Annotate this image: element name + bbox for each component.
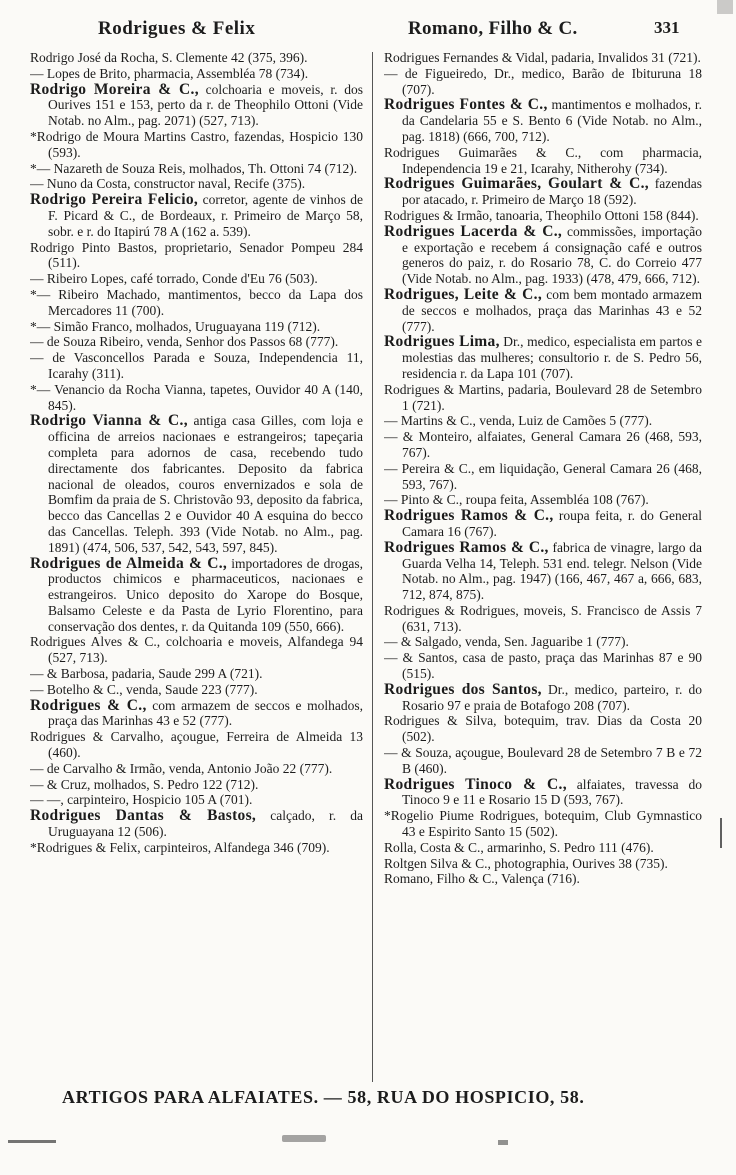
entry-text: — Ribeiro Machado, mantimentos, becco da Lapa dos Mercadores 11 (700).: [36, 286, 363, 318]
directory-entry: [384, 208, 702, 224]
directory-entry: [384, 97, 702, 144]
entry-text: — & Barbosa, padaria, Saude 299 A (721).: [30, 666, 263, 682]
directory-entry: [384, 492, 702, 508]
entry-text: Romano, Filho & C., Valença (716).: [384, 871, 580, 887]
directory-entry: [384, 603, 702, 635]
entry-text: com bem montado armazem de seccos e molhados, praça das Marinhas 43 e 52 (777).: [402, 286, 702, 334]
entry-text: Roltgen Silva & C., photographia, Ourives 38 (735).: [384, 855, 668, 871]
entry-text: — de Figueiredo, Dr., medico, Barão de Ibituruna 18 (707).: [384, 65, 702, 97]
directory-entry: [384, 745, 702, 777]
entry-text: Rogelio Piume Rodrigues, botequim, Club Gymnastico 43 e Espirito Santo 15 (502).: [390, 808, 702, 840]
directory-entry: [30, 350, 363, 382]
entry-text: Dr., medico, especialista em partos e molestias das mulheres; consultorio r. de S. Pedro 56, residencia r. da Lapa 101 (707).: [402, 334, 702, 381]
directory-entry: [30, 66, 363, 82]
entry-text: — & Cruz, molhados, S. Pedro 122 (712).: [30, 776, 259, 792]
entry-text: fazendas por atacado, r. Primeiro de Março 18 (592).: [402, 176, 702, 208]
entry-firm-name: Rodrigues Ramos & C.,: [384, 538, 549, 556]
directory-entry: [30, 634, 363, 666]
directory-entry: [384, 840, 702, 856]
footer-advert: ARTIGOS PARA ALFAIATES. — 58, RUA DO HOSPICIO, 58.: [62, 1087, 585, 1107]
directory-entry: [384, 66, 702, 98]
directory-entry: [384, 334, 702, 381]
entry-text: importadores de drogas, productos chimicos e pharmaceuticos, nacionaes e estrangeiros. Unico deposito do Xarope do Bosque, Balsamo Celeste e da Pasta de Lyrio Florentino, para conservação dos dentes, r. da Quitanda 109 (550, 666).: [48, 555, 363, 634]
directory-entry: [30, 808, 363, 840]
entry-text: — & Salgado, venda, Sen. Jaguaribe 1 (777).: [384, 634, 629, 650]
entry-firm-name: Rodrigues & C.,: [30, 696, 147, 714]
directory-entry: [30, 840, 363, 856]
entry-firm-name: Rodrigues de Almeida & C.,: [30, 554, 228, 572]
directory-entry: [384, 856, 702, 872]
entry-text: Rodrigues & Carvalho, açougue, Ferreira de Almeida 13 (460).: [30, 729, 363, 761]
directory-entry: [30, 556, 363, 635]
directory-entry: [384, 508, 702, 540]
entry-firm-name: Rodrigo Pereira Felicio,: [30, 191, 199, 209]
entry-text: — Ribeiro Lopes, café torrado, Conde d'Eu 76 (503).: [30, 271, 318, 287]
entry-text: roupa feita, r. do General Camara 16 (767).: [402, 508, 702, 539]
entry-text: Rodrigues Fernandes & Vidal, padaria, Invalidos 31 (721).: [384, 50, 701, 65]
scan-mark: [720, 818, 722, 848]
directory-entry: [384, 50, 702, 66]
entry-text: Rodrigo José da Rocha, S. Clemente 42 (375, 396).: [30, 50, 308, 65]
header-right-running-title: Romano, Filho & C.: [408, 18, 578, 39]
entry-text: com armazem de seccos e molhados, praça das Marinhas 43 e 52 (777).: [48, 697, 363, 729]
directory-entry: [384, 713, 702, 745]
entry-firm-name: Rodrigues Tinoco & C.,: [384, 775, 567, 793]
directory-entry: [384, 650, 702, 682]
directory-entry: [30, 271, 363, 287]
entry-firm-name: Rodrigues Fontes & C.,: [384, 96, 548, 114]
directory-entry: [30, 698, 363, 730]
directory-entry: [30, 50, 363, 66]
entry-text: alfaiates, travessa do Tinoco 9 e 11 e Rosario 15 D (593, 767).: [402, 776, 702, 808]
entry-text: Dr., medico, parteiro, r. do Rosario 97 e praia de Botafogo 208 (707).: [402, 681, 702, 713]
entry-text: — Pinto & C., roupa feita, Assembléa 108 (767).: [384, 492, 649, 508]
entry-firm-name: Rodrigues Lima,: [384, 333, 500, 351]
entry-text: Rodrigo de Moura Martins Castro, fazendas, Hospicio 130 (593).: [36, 128, 363, 160]
column-divider: [372, 52, 373, 1082]
entry-firm-name: Rodrigues Dantas & Bastos,: [30, 807, 257, 825]
directory-entry: [30, 777, 363, 793]
directory-entry: [384, 871, 702, 887]
entry-text: — Nazareth de Souza Reis, molhados, Th. Ottoni 74 (712).: [36, 160, 358, 176]
left-column: [30, 50, 363, 1082]
entry-text: mantimentos e molhados, r. da Candelaria 55 e S. Bento 6 (Vide Notab. no Alm., pag. 1818) (666, 700, 712).: [402, 97, 702, 144]
directory-entry: [384, 145, 702, 177]
directory-entry: [30, 192, 363, 239]
entry-firm-name: Rodrigues Guimarães, Goulart & C.,: [384, 175, 649, 193]
directory-entry: [384, 634, 702, 650]
entry-text: Rodrigues & Irmão, tanoaria, Theophilo Ottoni 158 (844).: [384, 207, 699, 223]
directory-entry: [30, 382, 363, 414]
directory-entry: [384, 808, 702, 840]
directory-entry: [30, 761, 363, 777]
entry-text: — Botelho & C., venda, Saude 223 (777).: [30, 681, 258, 697]
directory-entry: [30, 334, 363, 350]
directory-entry: [384, 682, 702, 714]
directory-entry: [30, 319, 363, 335]
page-header: [0, 18, 736, 44]
entry-text: commissões, importação e exportação e recebem á consignação café e outros generos do paiz, r. do Rosario 78, C. do Correio 477 (Vide Notab. no Alm., pag. 1933) (478, 479, 666, 712).: [402, 223, 702, 287]
entry-text: — Pereira & C., em liquidação, General Camara 26 (468, 593, 767).: [384, 460, 702, 492]
scan-mark: [8, 1140, 56, 1143]
directory-entry: [30, 666, 363, 682]
entry-text: Rodrigues & Felix, carpinteiros, Alfandega 346 (709).: [36, 839, 330, 855]
entry-text: Rolla, Costa & C., armarinho, S. Pedro 111 (476).: [384, 839, 654, 855]
entry-text: colchoaria e moveis, r. dos Ourives 151 e 153, perto da r. de Theophilo Ottoni (Vide Notab. no Alm., pag. 2071) (527, 713).: [48, 81, 363, 129]
header-left-running-title: Rodrigues & Felix: [98, 18, 256, 39]
page-number: 331: [654, 18, 680, 37]
entry-text: — —, carpinteiro, Hospicio 105 A (701).: [30, 792, 253, 808]
entry-text: Rodrigo Pinto Bastos, proprietario, Senador Pompeu 284 (511).: [30, 239, 363, 271]
directory-entry: [384, 287, 702, 334]
entry-text: antiga casa Gilles, com loja e officina de arreios nacionaes e estrangeiros; tapeçaria completa para adornos de casa, recebendo tudo directamente dos fabricantes. Deposito da fabrica nacional de oleados, couros envernizados e sola de Bomfim da praia de S. Christovão 93, deposito da fabrica, becco das Cancellas 2 e Ouvidor 40 A esquina do becco das Cancellas. Teleph. 393 (Vide Notab. no Alm., pag. 1891) (474, 506, 537, 542, 543, 597, 845).: [48, 413, 363, 555]
entry-text: — Lopes de Brito, pharmacia, Assembléa 78 (734).: [30, 65, 309, 81]
directory-entry: [384, 176, 702, 208]
entry-firm-name: Rodrigues Lacerda & C.,: [384, 222, 563, 240]
entry-text: — & Monteiro, alfaiates, General Camara 26 (468, 593, 767).: [384, 429, 702, 460]
directory-entry: [384, 413, 702, 429]
entry-text: — & Santos, casa de pasto, praça das Marinhas 87 e 90 (515).: [384, 650, 702, 682]
entry-text: — Venancio da Rocha Vianna, tapetes, Ouvidor 40 A (140, 845).: [36, 381, 363, 413]
entry-text: — & Souza, açougue, Boulevard 28 de Setembro 7 B e 72 B (460).: [384, 745, 702, 776]
right-column: [384, 50, 702, 1082]
entry-firm-name: Rodrigo Vianna & C.,: [30, 412, 188, 430]
directory-entry: [30, 729, 363, 761]
entry-text: calçado, r. da Uruguayana 12 (506).: [48, 808, 363, 840]
directory-entry: [30, 413, 363, 555]
entry-text: — Martins & C., venda, Luiz de Camões 5 (777).: [384, 413, 653, 429]
entry-text: — de Vasconcellos Parada e Souza, Independencia 11, Icarahy (311).: [30, 350, 363, 381]
directory-entry: [30, 129, 363, 161]
entry-text: — Nuno da Costa, constructor naval, Recife (375).: [30, 176, 306, 192]
entry-text: Rodrigues & Silva, botequim, trav. Dias da Costa 20 (502).: [384, 713, 702, 745]
entry-firm-name: Rodrigues, Leite & C.,: [384, 285, 543, 303]
entry-firm-name: Rodrigo Moreira & C.,: [30, 80, 199, 98]
directory-entry: [384, 429, 702, 461]
directory-entry: [30, 240, 363, 272]
entry-text: — de Souza Ribeiro, venda, Senhor dos Passos 68 (777).: [30, 334, 339, 350]
entry-text: — de Carvalho & Irmão, venda, Antonio João 22 (777).: [30, 760, 333, 776]
scan-mark: [498, 1140, 508, 1145]
entry-text: fabrica de vinagre, largo da Guarda Velha 14, Teleph. 531 end. telegr. Nelson (Vide Notab. no Alm., pag. 1947) (166, 467, 467 a, 666, 683, 712, 874, 875).: [402, 539, 702, 603]
entry-text: Rodrigues Guimarães & C., com pharmacia, Independencia 19 e 21, Icarahy, Nitherohy (734).: [384, 144, 702, 176]
directory-entry: [384, 382, 702, 414]
directory-entry: [30, 792, 363, 808]
entry-firm-name: Rodrigues Ramos & C.,: [384, 507, 554, 525]
directory-entry: [384, 224, 702, 287]
entry-text: corretor, agente de vinhos de F. Picard & C., de Bordeaux, r. Primeiro de Março 58, sobr. e r. do Itapirú 78 A (162 a. 539).: [48, 192, 363, 239]
scan-mark: [717, 0, 733, 14]
scan-mark: [282, 1135, 326, 1142]
directory-entry: [30, 82, 363, 129]
directory-entry: [30, 287, 363, 319]
entry-text: Rodrigues & Martins, padaria, Boulevard 28 de Setembro 1 (721).: [384, 381, 702, 413]
directory-entry: [384, 461, 702, 493]
directory-entry: [30, 682, 363, 698]
entry-text: Rodrigues & Rodrigues, moveis, S. Francisco de Assis 7 (631, 713).: [384, 602, 702, 634]
entry-text: Rodrigues Alves & C., colchoaria e moveis, Alfandega 94 (527, 713).: [30, 634, 363, 666]
directory-entry: [30, 176, 363, 192]
entry-text: — Simão Franco, molhados, Uruguayana 119 (712).: [36, 318, 321, 334]
directory-entry: [384, 777, 702, 809]
directory-entry: [30, 161, 363, 177]
directory-entry: [384, 540, 702, 603]
entry-firm-name: Rodrigues dos Santos,: [384, 680, 542, 698]
